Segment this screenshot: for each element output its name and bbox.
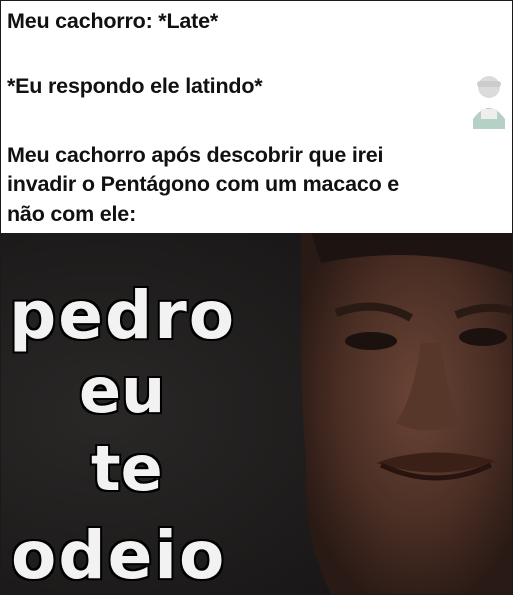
caption-line-3: Meu cachorro após descobrir que irei	[7, 143, 384, 167]
caption-line-5: não com ele:	[7, 202, 137, 226]
caption-line-2: *Eu respondo ele latindo*	[7, 74, 263, 98]
meme-caption	[1, 1, 512, 233]
caption-line-4: invadir o Pentágono com um macaco e	[7, 172, 400, 196]
avatar-watermark-icon	[469, 73, 509, 135]
meme-photo	[1, 233, 512, 594]
word-te: te	[91, 432, 163, 505]
caption-line-1: Meu cachorro: *Late*	[7, 9, 219, 33]
word-odeio: odeio	[11, 517, 227, 594]
word-eu: eu	[79, 354, 166, 427]
word-pedro: pedro	[9, 277, 237, 354]
